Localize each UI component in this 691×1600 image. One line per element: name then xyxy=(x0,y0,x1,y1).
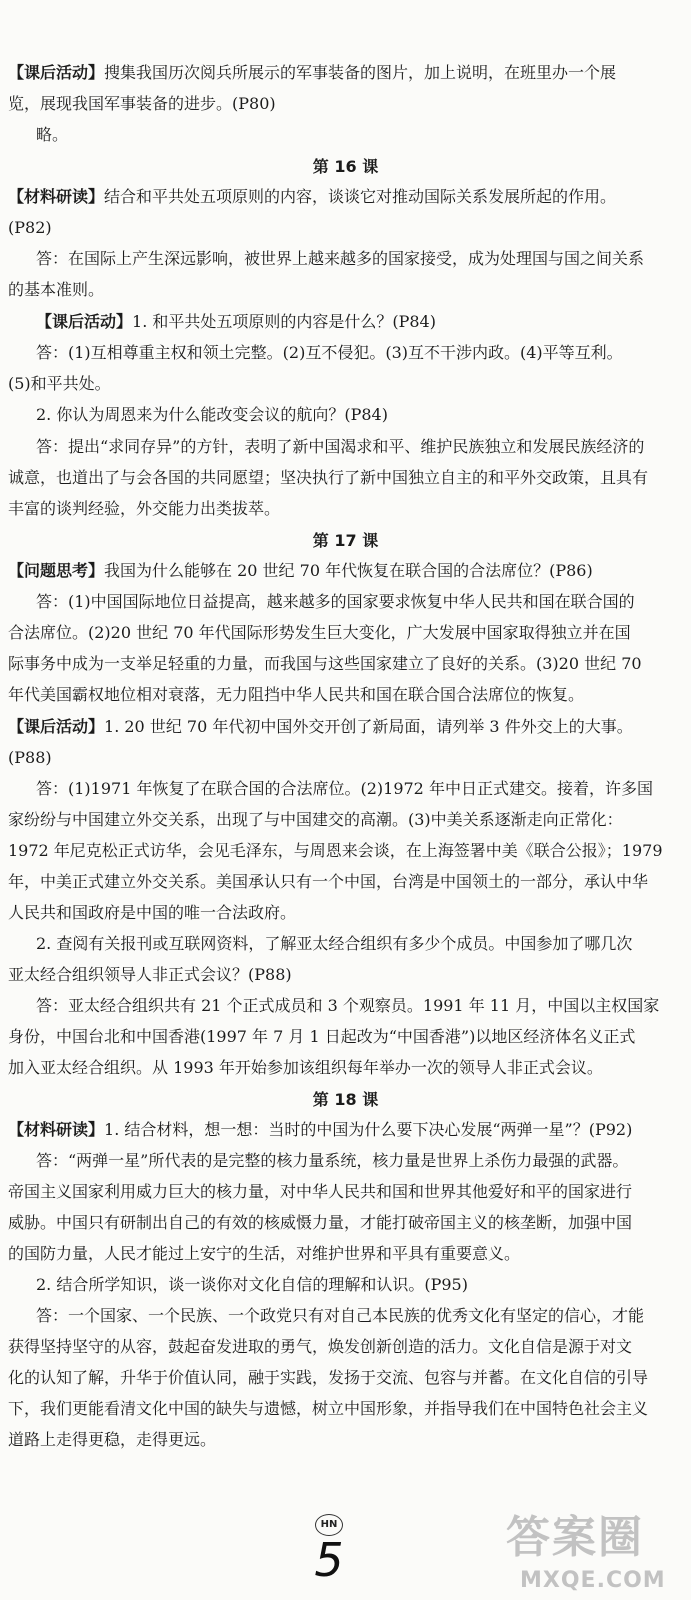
answer-line: 答：亚太经合组织共有 21 个正式成员和 3 个观察员。1991 年 11 月，中国以主权国家 xyxy=(36,996,660,1015)
section-tag: 【课后活动】 xyxy=(8,63,105,82)
answer-line: 化的认知了解，升华于价值认同，融于实践，发扬于交流、包容与并蓄。在文化自信的引导 xyxy=(8,1368,649,1387)
answer-line: 年代美国霸权地位相对衰落，无力阻挡中华人民共和国在联合国合法席位的恢复。 xyxy=(8,685,585,704)
paragraph-line: 【课后活动】1. 20 世纪 70 年代初中国外交开创了新局面，请列举 3 件外交上的大事。 xyxy=(8,717,633,736)
answer-line: 1972 年尼克松正式访华，会见毛泽东，与周恩来会谈，在上海签署中美《联合公报》；1979 xyxy=(8,841,663,860)
answer-line: 年，中美正式建立外交关系。美国承认只有一个中国，台湾是中国领土的一部分，承认中华 xyxy=(8,872,649,891)
paragraph-line: 览，展现我国军事装备的进步。(P80) xyxy=(8,94,276,113)
answer-line: 道路上走得更稳，走得更远。 xyxy=(8,1430,217,1449)
section-tag: 【材料研读】 xyxy=(8,187,105,206)
answer-line: 人民共和国政府是中国的唯一合法政府。 xyxy=(8,903,297,922)
paragraph-line: 【课后活动】搜集我国历次阅兵所展示的军事装备的图片，加上说明，在班里办一个展 xyxy=(8,63,617,82)
answer-line: (5)和平共处。 xyxy=(8,374,111,393)
answer-line: 答：“两弹一星”所代表的是完整的核力量系统，核力量是世界上杀伤力最强的武器。 xyxy=(36,1151,629,1170)
paragraph-line: (P82) xyxy=(8,218,52,237)
answer-line: 下，我们更能看清文化中国的缺失与遗憾，树立中国形象，并指导我们在中国特色社会主义 xyxy=(8,1399,649,1418)
watermark-url: MXQE.COM xyxy=(520,1568,666,1593)
paragraph-line: 【材料研读】结合和平共处五项原则的内容，谈谈它对推动国际关系发展所起的作用。 xyxy=(8,187,617,206)
answer-line: 威胁。中国只有研制出自己的有效的核威慑力量，才能打破帝国主义的核垄断，加强中国 xyxy=(8,1213,633,1232)
section-tag: 【课后活动】 xyxy=(8,717,105,736)
answer-line: 答：一个国家、一个民族、一个政党只有对自己本民族的优秀文化有坚定的信心，才能 xyxy=(36,1306,645,1325)
question-line: 亚太经合组织领导人非正式会议？(P88) xyxy=(8,965,292,984)
paragraph-line: (P88) xyxy=(8,748,52,767)
answer-line: 答：在国际上产生深远影响，被世界上越来越多的国家接受，成为处理国与国之间关系 xyxy=(36,249,645,268)
paragraph-line: 【问题思考】我国为什么能够在 20 世纪 70 年代恢复在联合国的合法席位？(P86) xyxy=(8,561,593,580)
answer-line: 帝国主义国家利用威力巨大的核力量，对中华人民共和国和世界其他爱好和平的国家进行 xyxy=(8,1182,633,1201)
answer-line: 答：(1)中国国际地位日益提高，越来越多的国家要求恢复中华人民共和国在联合国的 xyxy=(36,592,635,611)
answer-line: 丰富的谈判经验，外交能力出类拔萃。 xyxy=(8,499,281,518)
answer-line: 身份，中国台北和中国香港(1997 年 7 月 1 日起改为“中国香港”)以地区经济体名义正式 xyxy=(8,1027,636,1046)
section-tag: 【材料研读】 xyxy=(8,1120,105,1139)
answer-line: 加入亚太经合组织。从 1993 年开始参加该组织每年举办一次的领导人非正式会议。 xyxy=(8,1058,603,1077)
lesson-heading: 第 17 课 xyxy=(312,531,379,550)
page-number: 5 xyxy=(314,1533,344,1587)
question-line: 2. 你认为周恩来为什么能改变会议的航向？(P84) xyxy=(36,405,388,424)
answer-line: 的国防力量，人民才能过上安宁的生活，对维护世界和平具有重要意义。 xyxy=(8,1244,521,1263)
paragraph-line: 【课后活动】1. 和平共处五项原则的内容是什么？(P84) xyxy=(36,312,436,331)
watermark-text: 答案圈 xyxy=(506,1512,644,1563)
paragraph-line: 【材料研读】1. 结合材料，想一想：当时的中国为什么要下决心发展“两弹一星”？(P92) xyxy=(8,1120,633,1139)
question-line: 2. 结合所学知识，谈一谈你对文化自信的理解和认识。(P95) xyxy=(36,1275,468,1294)
answer-line: 答：提出“求同存异”的方针，表明了新中国渴求和平、维护民族独立和发展民族经济的 xyxy=(36,437,645,456)
hn-badge: HN xyxy=(315,1514,343,1536)
question-line: 2. 查阅有关报刊或互联网资料，了解亚太经合组织有多少个成员。中国参加了哪几次 xyxy=(36,934,633,953)
answer-line: 合法席位。(2)20 世纪 70 年代国际形势发生巨大变化，广大发展中国家取得独立并在国 xyxy=(8,623,631,642)
answer-line: 获得坚持坚守的从容，鼓起奋发进取的勇气，焕发创新创造的活力。文化自信是源于对文 xyxy=(8,1337,633,1356)
answer-line: 诚意，也道出了与会各国的共同愿望；坚决执行了新中国独立自主的和平外交政策，且具有 xyxy=(8,468,649,487)
lesson-heading: 第 18 课 xyxy=(312,1090,379,1109)
answer-line: 的基本准则。 xyxy=(8,280,105,299)
answer-line: 答：(1)1971 年恢复了在联合国的合法席位。(2)1972 年中日正式建交。接着，许多国 xyxy=(36,779,653,798)
answer-line: 略。 xyxy=(36,125,69,144)
lesson-heading: 第 16 课 xyxy=(312,157,379,176)
answer-line: 答：(1)互相尊重主权和领土完整。(2)互不侵犯。(3)互不干涉内政。(4)平等互利。 xyxy=(36,343,623,362)
answer-line: 家纷纷与中国建立外交关系，出现了与中国建交的高潮。(3)中美关系逐渐走向正常化： xyxy=(8,810,623,829)
watermark-logo xyxy=(500,1510,680,1596)
section-tag: 【问题思考】 xyxy=(8,561,105,580)
answer-line: 际事务中成为一支举足轻重的力量，而我国与这些国家建立了良好的关系。(3)20 世纪 70 xyxy=(8,654,642,673)
section-tag: 【课后活动】 xyxy=(36,312,133,331)
